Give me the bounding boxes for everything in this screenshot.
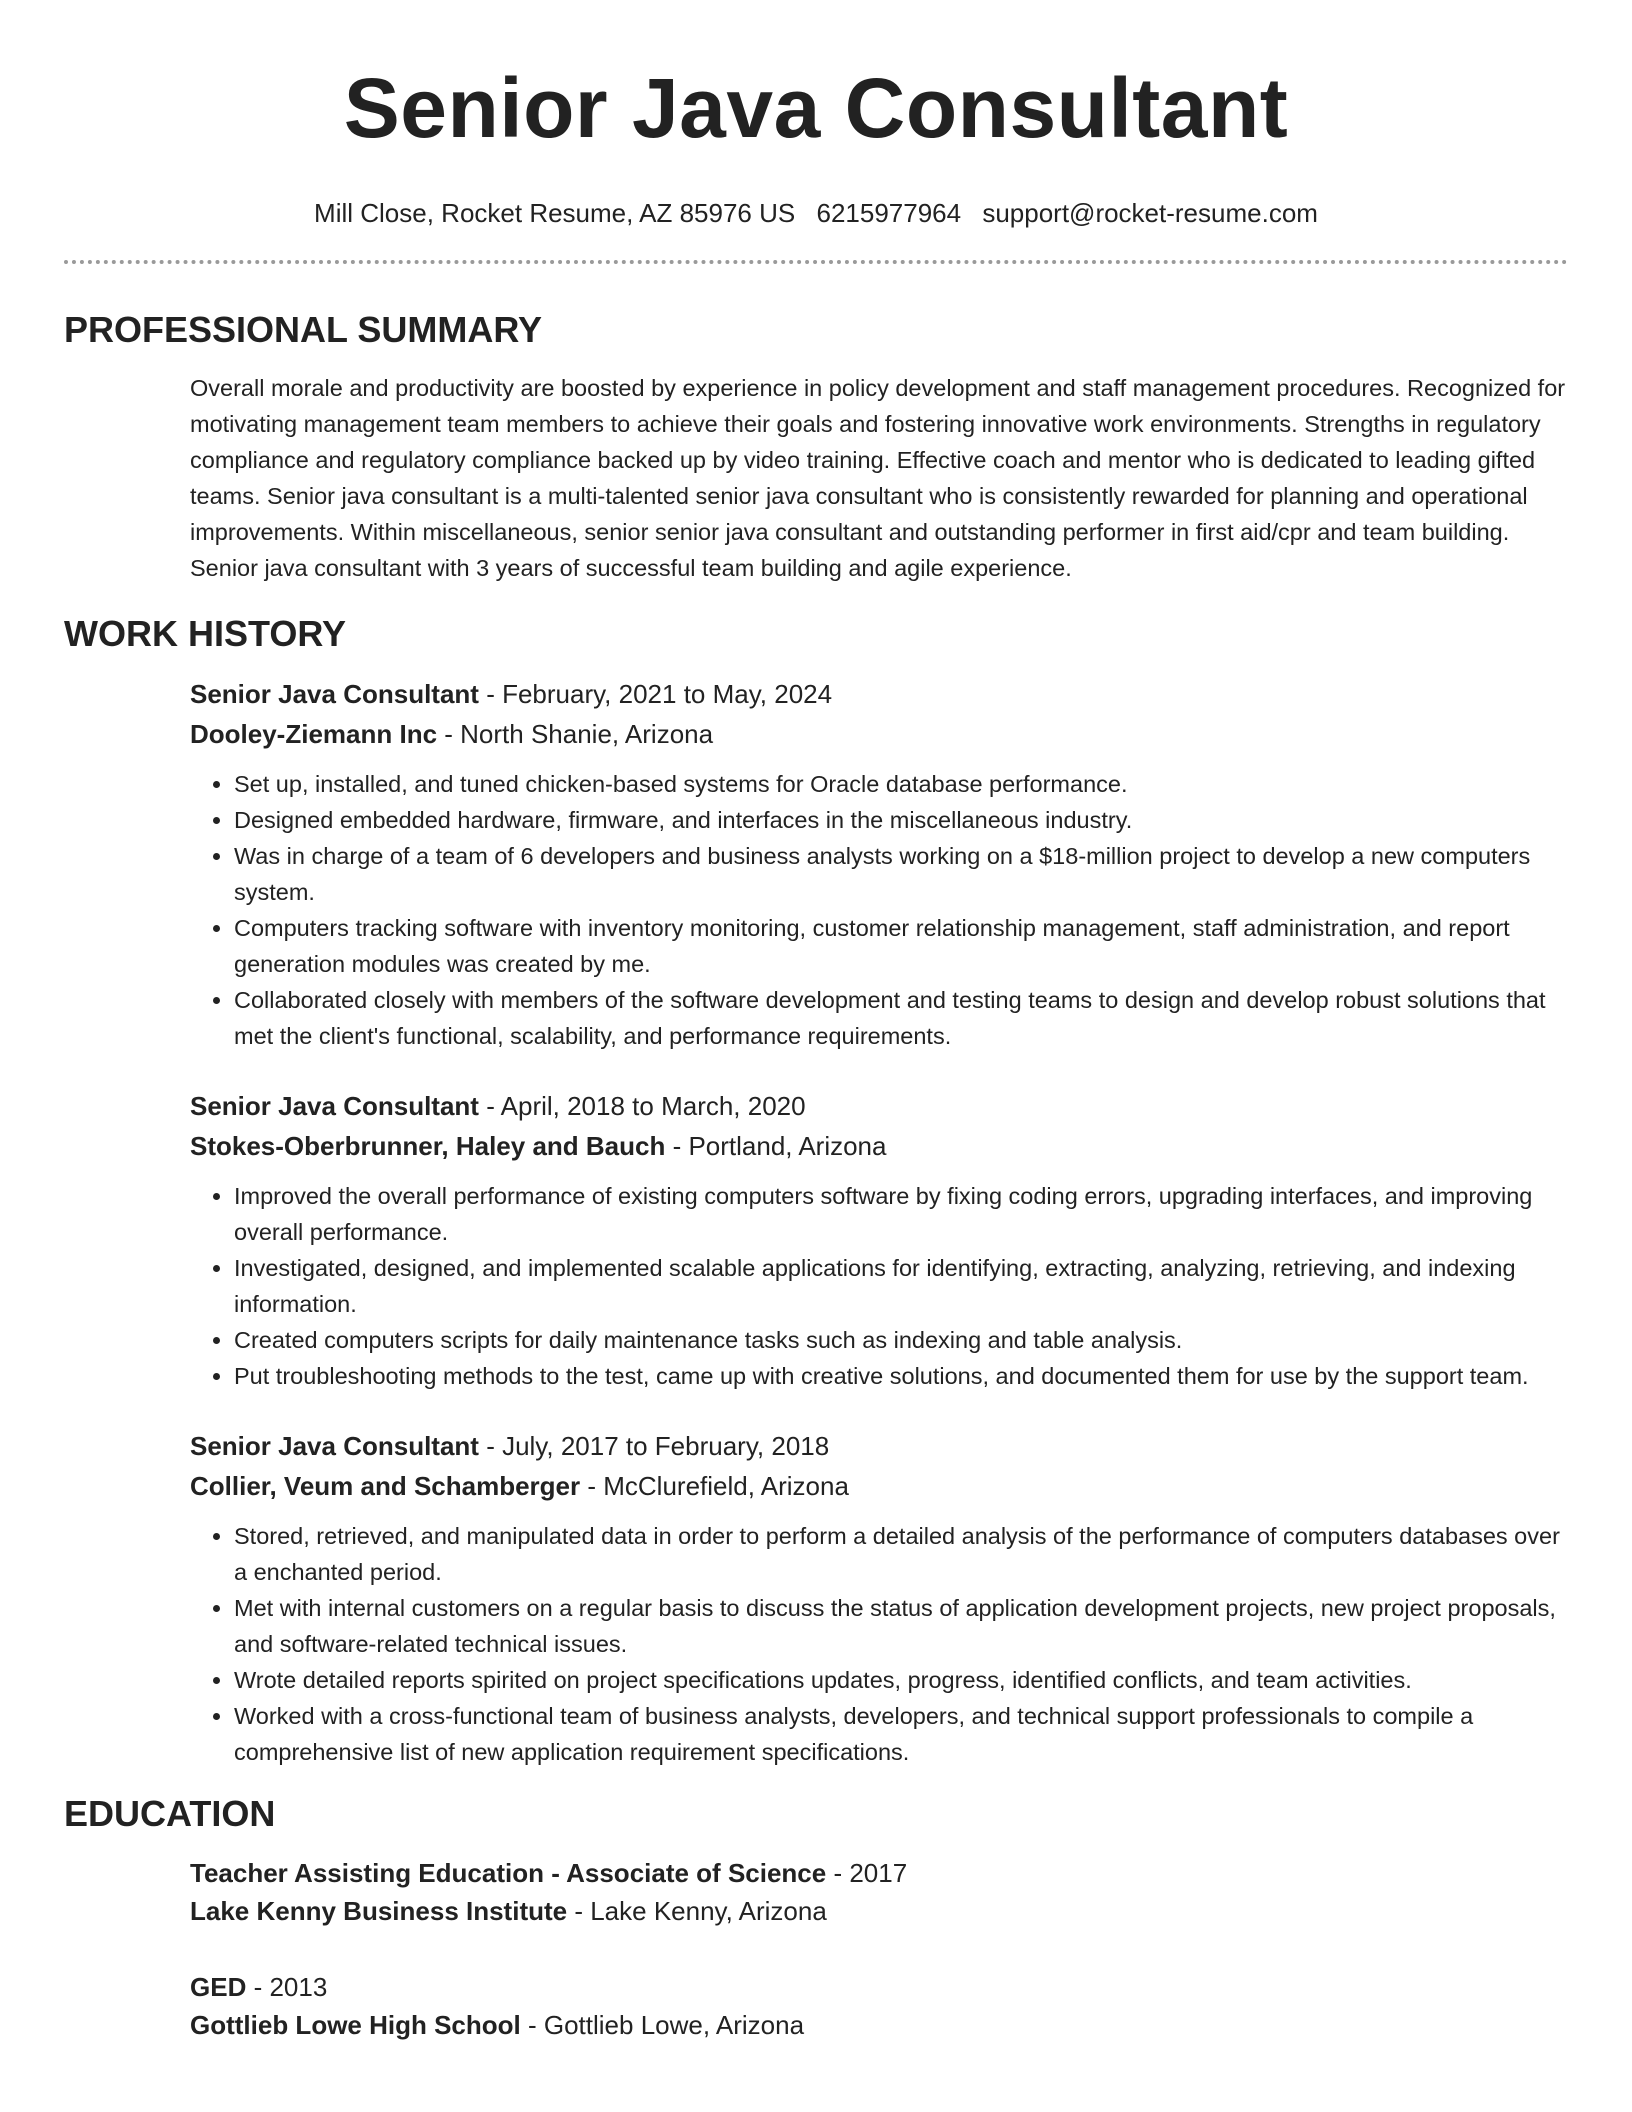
- header-divider: [64, 260, 1568, 264]
- section-title-work-history: WORK HISTORY: [64, 613, 347, 654]
- education-degree: Teacher Assisting Education - Associate of Science: [190, 1858, 827, 1888]
- education-school: Gottlieb Lowe High School: [190, 2010, 521, 2040]
- job-bullets: [190, 1178, 1568, 1394]
- job-company: Stokes-Oberbrunner, Haley and Bauch: [190, 1131, 666, 1161]
- education-entry: [190, 1968, 1568, 2044]
- job-bullet: • Computers tracking software with inventory monitoring, customer relationship management, staff administration, and report generation modules was created by me.: [234, 910, 1568, 982]
- job-bullet: • Met with internal customers on a regular basis to discuss the status of application development projects, new project proposals, and software-related technical issues.: [234, 1590, 1568, 1662]
- job-role: Senior Java Consultant: [190, 1091, 479, 1121]
- education-degree-line: [190, 1854, 1568, 1892]
- education-school: Lake Kenny Business Institute: [190, 1896, 568, 1926]
- job-entry: [190, 674, 1568, 1054]
- job-bullet: • Worked with a cross-functional team of business analysts, developers, and technical support professionals to compile a comprehensive list of new application requirement specifications.: [234, 1698, 1568, 1770]
- contact-phone: 6215977964: [816, 198, 962, 228]
- job-title-line: [190, 1426, 1568, 1466]
- job-bullet: • Wrote detailed reports spirited on project specifications updates, progress, identified conflicts, and team activities.: [234, 1662, 1568, 1698]
- job-company-line: [190, 1126, 1568, 1166]
- education-year: - 2017: [826, 1858, 908, 1888]
- job-location: - Portland, Arizona: [665, 1131, 887, 1161]
- contact-email: support@rocket-resume.com: [982, 198, 1318, 228]
- job-role: Senior Java Consultant: [190, 679, 479, 709]
- job-bullets: [190, 766, 1568, 1054]
- section-title-education: EDUCATION: [64, 1793, 276, 1834]
- education-school-line: [190, 2006, 1568, 2044]
- job-role: Senior Java Consultant: [190, 1431, 479, 1461]
- education-entry: [190, 1854, 1568, 1930]
- section-title-summary: PROFESSIONAL SUMMARY: [64, 309, 543, 350]
- summary-text: Overall morale and productivity are boosted by experience in policy development and staff management procedures. Recognized for motivating management team members to achieve their goals and fostering innovative work environments. Strengths in regulatory compliance and regulatory compliance backed up by video training. Effective coach and mentor who is dedicated to leading gifted teams. Senior java consultant is a multi-talented senior java consultant who is consistently rewarded for planning and operational improvements. Within miscellaneous, senior senior java consultant and outstanding performer in first aid/cpr and team building. Senior java consultant with 3 years of successful team building and agile experience.: [190, 375, 1566, 581]
- job-entry: [190, 1086, 1568, 1394]
- job-dates: - July, 2017 to February, 2018: [478, 1431, 830, 1461]
- job-company-line: [190, 714, 1568, 754]
- education-school-line: [190, 1892, 1568, 1930]
- education-location: - Gottlieb Lowe, Arizona: [520, 2010, 805, 2040]
- job-bullet: • Stored, retrieved, and manipulated data in order to perform a detailed analysis of the performance of computers databases over a enchanted period.: [234, 1518, 1568, 1590]
- job-dates: - April, 2018 to March, 2020: [478, 1091, 806, 1121]
- job-bullet: • Investigated, designed, and implemented scalable applications for identifying, extracting, analyzing, retrieving, and indexing information.: [234, 1250, 1568, 1322]
- education-degree-line: [190, 1968, 1568, 2006]
- job-location: - McClurefield, Arizona: [580, 1471, 849, 1501]
- job-bullet: • Created computers scripts for daily maintenance tasks such as indexing and table analysis.: [234, 1322, 1568, 1358]
- job-bullet: • Set up, installed, and tuned chicken-based systems for Oracle database performance.: [234, 766, 1568, 802]
- job-bullet: • Designed embedded hardware, firmware, and interfaces in the miscellaneous industry.: [234, 802, 1568, 838]
- contact-address: Mill Close, Rocket Resume, AZ 85976 US: [314, 198, 796, 228]
- job-title-line: [190, 1086, 1568, 1126]
- education-year: - 2013: [246, 1972, 328, 2002]
- job-title-line: [190, 674, 1568, 714]
- resume-name: Senior Java Consultant: [343, 61, 1289, 155]
- job-bullet: • Put troubleshooting methods to the test, came up with creative solutions, and documented them for use by the support team.: [234, 1358, 1568, 1394]
- education-location: - Lake Kenny, Arizona: [567, 1896, 827, 1926]
- job-bullet: • Collaborated closely with members of the software development and testing teams to design and develop robust solutions that met the client's functional, scalability, and performance requirements.: [234, 982, 1568, 1054]
- job-location: - North Shanie, Arizona: [437, 719, 714, 749]
- contact-line: [64, 196, 1568, 230]
- job-company-line: [190, 1466, 1568, 1506]
- job-bullet: • Improved the overall performance of existing computers software by fixing coding errors, upgrading interfaces, and improving overall performance.: [234, 1178, 1568, 1250]
- job-dates: - February, 2021 to May, 2024: [478, 679, 833, 709]
- job-company: Dooley-Ziemann Inc: [190, 719, 438, 749]
- education-degree: GED: [190, 1972, 247, 2002]
- job-company: Collier, Veum and Schamberger: [190, 1471, 581, 1501]
- job-entry: [190, 1426, 1568, 1770]
- job-bullets: [190, 1518, 1568, 1770]
- job-bullet: • Was in charge of a team of 6 developers and business analysts working on a $18-million project to develop a new computers system.: [234, 838, 1568, 910]
